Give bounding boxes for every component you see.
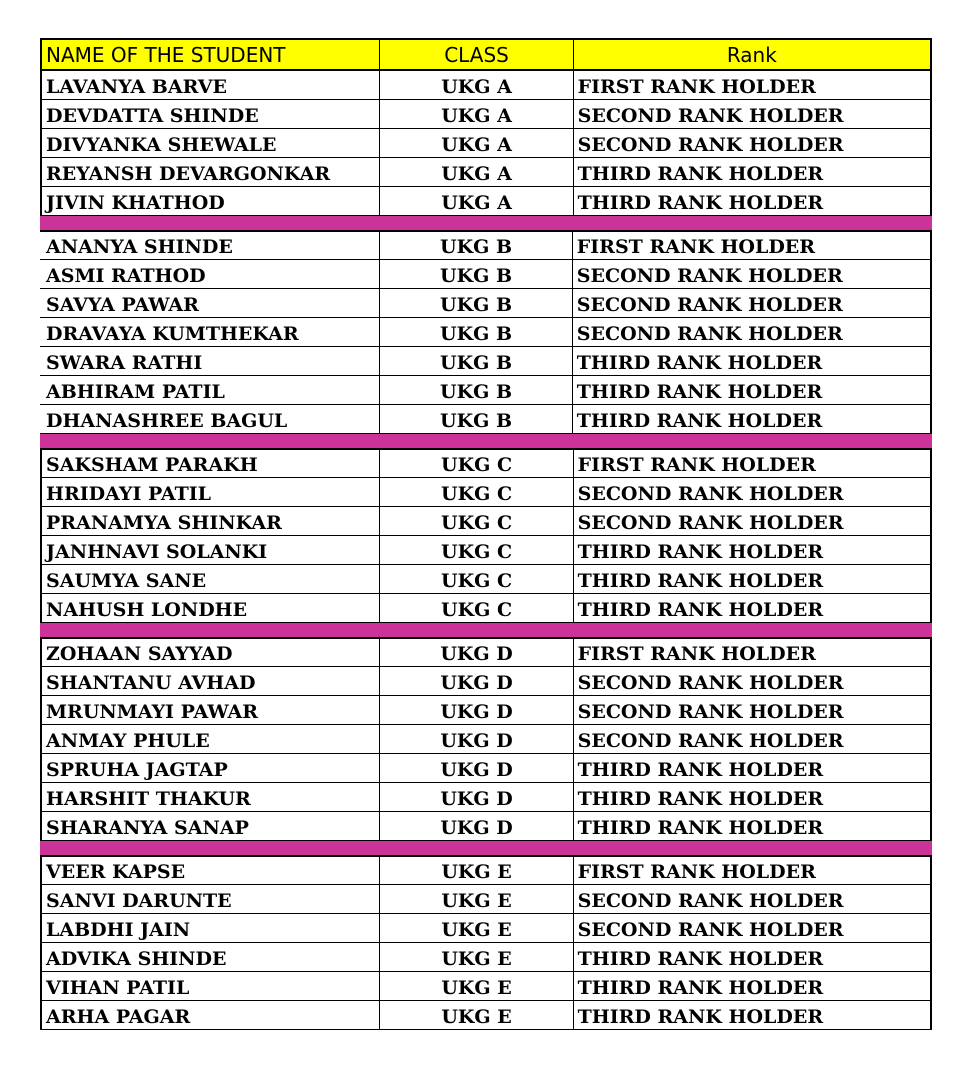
class-cell: UKG A bbox=[380, 71, 573, 99]
student-name-cell: SPRUHA JAGTAP bbox=[42, 754, 380, 782]
class-cell: UKG C bbox=[380, 594, 573, 622]
student-name-cell: VIHAN PATIL bbox=[42, 972, 380, 1000]
class-cell: UKG C bbox=[380, 536, 573, 564]
table-header-row bbox=[40, 38, 932, 71]
student-name-cell: LAVANYA BARVE bbox=[42, 71, 380, 99]
table-row bbox=[40, 594, 932, 623]
rank-cell: SECOND RANK HOLDER bbox=[577, 511, 844, 534]
rank-cell: THIRD RANK HOLDER bbox=[577, 758, 824, 781]
student-name-cell: JANHNAVI SOLANKI bbox=[42, 536, 380, 564]
table-row bbox=[40, 376, 932, 405]
rank-holders-table bbox=[40, 38, 932, 1030]
rank-cell: SECOND RANK HOLDER bbox=[577, 729, 844, 752]
rank-cell: THIRD RANK HOLDER bbox=[577, 787, 824, 810]
rank-cell: FIRST RANK HOLDER bbox=[577, 454, 816, 476]
student-name-cell: ADVIKA SHINDE bbox=[42, 943, 380, 971]
table-row bbox=[40, 972, 932, 1001]
class-cell: UKG B bbox=[379, 405, 573, 433]
rank-cell: THIRD RANK HOLDER bbox=[577, 191, 824, 214]
table-row bbox=[40, 754, 932, 783]
student-name-cell: MRUNMAYI PAWAR bbox=[42, 696, 380, 724]
student-name-cell: LABDHI JAIN bbox=[42, 914, 380, 942]
class-cell: UKG C bbox=[380, 450, 573, 477]
class-cell: UKG A bbox=[380, 158, 573, 186]
student-name-cell: SWARA RATHI bbox=[46, 351, 203, 374]
table-row bbox=[40, 885, 932, 914]
rank-cell: THIRD RANK HOLDER bbox=[576, 351, 823, 374]
class-cell: UKG E bbox=[380, 972, 573, 1000]
class-cell: UKG A bbox=[380, 129, 573, 157]
student-name-cell: HARSHIT THAKUR bbox=[42, 783, 380, 811]
class-cell: UKG D bbox=[380, 667, 573, 695]
table-row bbox=[40, 667, 932, 696]
student-name-cell: NAHUSH LONDHE bbox=[42, 594, 380, 622]
class-group bbox=[40, 230, 932, 434]
rank-cell: SECOND RANK HOLDER bbox=[577, 104, 844, 127]
student-name-cell: SHARANYA SANAP bbox=[42, 812, 380, 840]
rank-cell: THIRD RANK HOLDER bbox=[577, 816, 824, 839]
table-row bbox=[40, 187, 932, 216]
student-name-cell: DRAVAYA KUMTHEKAR bbox=[46, 322, 299, 345]
rank-cell: SECOND RANK HOLDER bbox=[577, 700, 844, 723]
student-name-cell: ABHIRAM PATIL bbox=[46, 380, 225, 403]
class-cell: UKG B bbox=[379, 318, 573, 346]
rank-cell: SECOND RANK HOLDER bbox=[577, 482, 844, 505]
class-cell: UKG E bbox=[380, 943, 573, 971]
table-row bbox=[40, 448, 932, 478]
rank-cell: THIRD RANK HOLDER bbox=[577, 1005, 824, 1028]
class-group bbox=[40, 637, 932, 841]
table-row bbox=[40, 129, 932, 158]
header-rank: Rank bbox=[726, 42, 777, 67]
rank-cell: THIRD RANK HOLDER bbox=[577, 976, 824, 999]
group-separator-bar bbox=[40, 623, 932, 637]
table-row bbox=[40, 783, 932, 812]
rank-cell: SECOND RANK HOLDER bbox=[576, 293, 843, 316]
class-cell: UKG D bbox=[380, 725, 573, 753]
rank-cell: THIRD RANK HOLDER bbox=[577, 947, 824, 970]
student-name-cell: SHANTANU AVHAD bbox=[42, 667, 380, 695]
table-row bbox=[40, 855, 932, 885]
rank-cell: THIRD RANK HOLDER bbox=[577, 569, 824, 592]
group-separator-bar bbox=[40, 434, 932, 448]
rank-cell: FIRST RANK HOLDER bbox=[576, 236, 816, 258]
class-cell: UKG D bbox=[380, 754, 573, 782]
student-name-cell: VEER KAPSE bbox=[42, 857, 380, 884]
rank-cell: THIRD RANK HOLDER bbox=[576, 409, 823, 432]
student-name-cell: DHANASHREE BAGUL bbox=[46, 409, 288, 432]
table-row bbox=[40, 100, 932, 129]
header-class: CLASS bbox=[380, 40, 573, 69]
table-row bbox=[40, 812, 932, 841]
class-cell: UKG D bbox=[380, 812, 573, 840]
class-cell: UKG C bbox=[380, 507, 573, 535]
rank-cell: SECOND RANK HOLDER bbox=[577, 133, 844, 156]
class-group bbox=[40, 855, 932, 1030]
table-row bbox=[40, 725, 932, 754]
student-name-cell: ASMI RATHOD bbox=[46, 264, 206, 287]
rank-cell: THIRD RANK HOLDER bbox=[576, 380, 823, 403]
header-name-of-student: NAME OF THE STUDENT bbox=[42, 40, 380, 69]
table-row bbox=[40, 405, 932, 434]
student-name-cell: DEVDATTA SHINDE bbox=[42, 100, 380, 128]
rank-cell: THIRD RANK HOLDER bbox=[577, 540, 824, 563]
rank-cell: FIRST RANK HOLDER bbox=[577, 643, 816, 665]
class-cell: UKG B bbox=[379, 260, 573, 288]
table-row bbox=[40, 914, 932, 943]
class-cell: UKG E bbox=[380, 885, 573, 913]
rank-cell: SECOND RANK HOLDER bbox=[576, 322, 843, 345]
student-name-cell: ANANYA SHINDE bbox=[46, 236, 233, 258]
student-name-cell: ANMAY PHULE bbox=[42, 725, 380, 753]
rank-cell: SECOND RANK HOLDER bbox=[577, 889, 844, 912]
table-row bbox=[40, 637, 932, 667]
student-name-cell: JIVIN KHATHOD bbox=[42, 187, 380, 215]
class-cell: UKG A bbox=[380, 100, 573, 128]
class-cell: UKG C bbox=[380, 565, 573, 593]
student-name-cell: ARHA PAGAR bbox=[42, 1001, 380, 1029]
student-name-cell: SANVI DARUNTE bbox=[42, 885, 380, 913]
table-row bbox=[40, 696, 932, 725]
group-separator-bar bbox=[40, 841, 932, 855]
rank-cell: SECOND RANK HOLDER bbox=[576, 264, 843, 287]
class-cell: UKG D bbox=[380, 696, 573, 724]
rank-cell: THIRD RANK HOLDER bbox=[577, 162, 824, 185]
table-row bbox=[40, 158, 932, 187]
table-row bbox=[40, 507, 932, 536]
student-name-cell: PRANAMYA SHINKAR bbox=[42, 507, 380, 535]
table-row bbox=[40, 1001, 932, 1030]
class-group bbox=[40, 448, 932, 623]
rank-cell: THIRD RANK HOLDER bbox=[577, 598, 824, 621]
table-row bbox=[40, 536, 932, 565]
rank-cell: SECOND RANK HOLDER bbox=[577, 918, 844, 941]
class-cell: UKG C bbox=[380, 478, 573, 506]
table-row bbox=[40, 260, 932, 289]
table-row bbox=[40, 943, 932, 972]
class-group bbox=[40, 71, 932, 216]
class-cell: UKG B bbox=[379, 232, 573, 259]
class-cell: UKG B bbox=[379, 376, 573, 404]
student-name-cell: ZOHAAN SAYYAD bbox=[42, 639, 380, 666]
rank-cell: SECOND RANK HOLDER bbox=[577, 671, 844, 694]
class-cell: UKG D bbox=[380, 639, 573, 666]
table-body bbox=[40, 71, 932, 1030]
student-name-cell: SAKSHAM PARAKH bbox=[42, 450, 380, 477]
table-row bbox=[40, 71, 932, 100]
student-name-cell: HRIDAYI PATIL bbox=[42, 478, 380, 506]
rank-cell: FIRST RANK HOLDER bbox=[577, 861, 816, 883]
table-row bbox=[40, 565, 932, 594]
table-row bbox=[40, 478, 932, 507]
student-name-cell: REYANSH DEVARGONKAR bbox=[42, 158, 380, 186]
student-name-cell: SAVYA PAWAR bbox=[46, 293, 199, 316]
table-row bbox=[40, 347, 932, 376]
class-cell: UKG E bbox=[380, 857, 573, 884]
table-row bbox=[40, 318, 932, 347]
class-cell: UKG B bbox=[379, 289, 573, 317]
rank-cell: FIRST RANK HOLDER bbox=[577, 75, 816, 98]
student-name-cell: DIVYANKA SHEWALE bbox=[42, 129, 380, 157]
class-cell: UKG D bbox=[380, 783, 573, 811]
class-cell: UKG E bbox=[380, 1001, 573, 1029]
class-cell: UKG E bbox=[380, 914, 573, 942]
table-row bbox=[40, 289, 932, 318]
class-cell: UKG B bbox=[379, 347, 573, 375]
class-cell: UKG A bbox=[380, 187, 573, 215]
group-separator-bar bbox=[40, 216, 932, 230]
student-name-cell: SAUMYA SANE bbox=[42, 565, 380, 593]
table-row bbox=[40, 230, 932, 260]
